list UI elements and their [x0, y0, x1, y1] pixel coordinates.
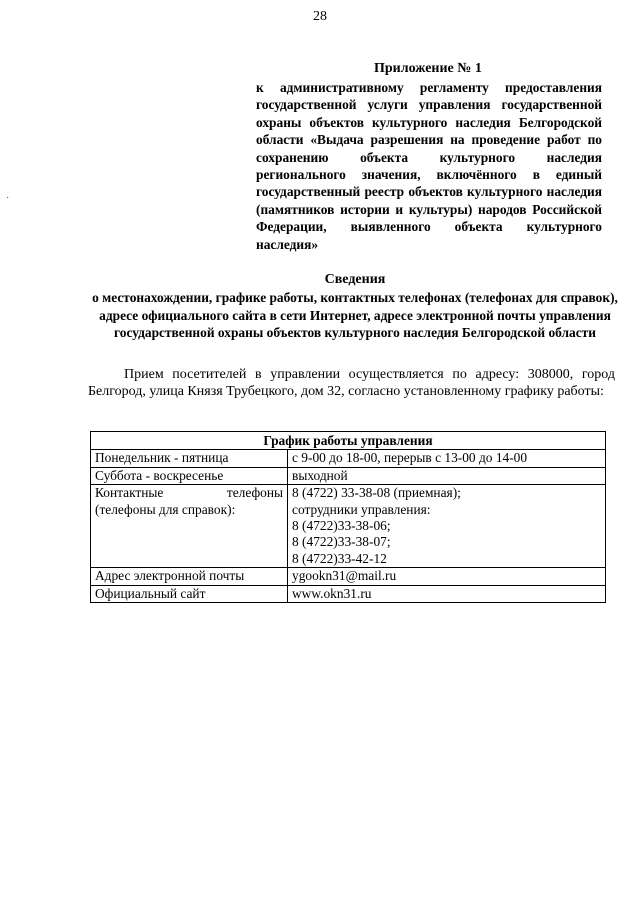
info-heading-subtitle: о местонахождении, графике работы, контактных телефонах (телефонах для справок), адресе официального сайта в сети Интернет, адресе электронной почты управления государственной охраны объектов культурного наследия Белгородской области: [92, 289, 618, 341]
phone-line: 8 (4722)33-38-07;: [292, 534, 391, 550]
row-value-phones: [288, 485, 606, 568]
intro-paragraph: [88, 366, 615, 400]
info-heading: [90, 271, 620, 342]
table-header: График работы управления: [91, 432, 606, 450]
row-value-email: ygookn31@mail.ru: [288, 568, 606, 585]
table-header-row: [91, 432, 606, 450]
page-number: 28: [313, 9, 327, 24]
phone-line: сотрудники управления:: [292, 501, 431, 517]
info-heading-title: Сведения: [324, 272, 386, 287]
row-label-weekdays: Понедельник - пятница: [91, 450, 288, 467]
row-value-website: www.okn31.ru: [288, 585, 606, 602]
table-row: [91, 585, 606, 602]
appendix-body: к административному регламенту предоставления государственной услуги управления государственной охраны объектов культурного наследия Белгородской области «Выдача разрешения на проведение работ по сохранению объекта культурного наследия регионального значения, включённого в единый государственный реестр объектов культурного наследия (памятников истории и культуры) народов Российской Федерации, выявленного объекта культурного наследия»: [256, 80, 602, 252]
table-row: [91, 450, 606, 467]
phone-line: 8 (4722) 33-38-08 (приемная);: [292, 485, 461, 501]
phone-line: 8 (4722)33-38-06;: [292, 518, 391, 534]
row-label-phones-line2: (телефоны для справок):: [95, 501, 236, 517]
row-value-weekdays: с 9-00 до 18-00, перерыв с 13-00 до 14-00: [288, 450, 606, 467]
margin-mark: ·: [6, 193, 10, 204]
row-label-email: Адрес электронной почты: [91, 568, 288, 585]
table-row: [91, 467, 606, 484]
table-row: [91, 485, 606, 568]
intro-text: Прием посетителей в управлении осуществляется по адресу: 308000, город Белгород, улица Князя Трубецкого, дом 32, согласно установленному графику работы:: [88, 367, 615, 399]
row-value-weekend: выходной: [288, 467, 606, 484]
row-label-phones: [91, 485, 288, 568]
phone-line: 8 (4722)33-42-12: [292, 550, 387, 566]
row-label-weekend: Суббота - воскресенье: [91, 467, 288, 484]
row-label-phones-line1: Контактные телефоны: [95, 485, 283, 501]
appendix-title: Приложение № 1: [374, 61, 482, 76]
schedule-table: [90, 431, 606, 603]
table-row: [91, 568, 606, 585]
row-label-website: Официальный сайт: [91, 585, 288, 602]
